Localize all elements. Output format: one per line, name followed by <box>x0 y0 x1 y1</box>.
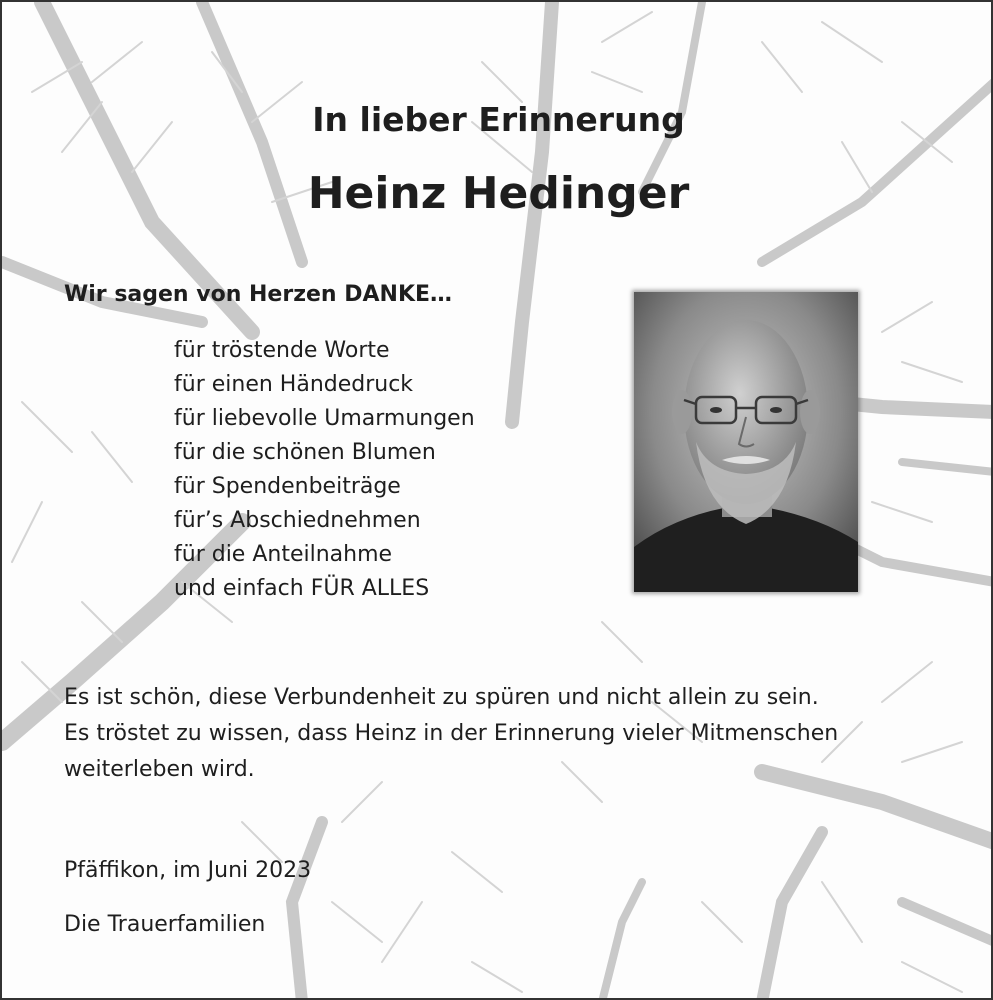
list-item: für Spendenbeiträge <box>174 474 401 499</box>
list-item: und einfach FÜR ALLES <box>174 576 430 601</box>
paragraph-line: Es ist schön, diese Verbundenheit zu spüren und nicht allein zu sein. <box>64 685 819 710</box>
list-item: für die Anteilnahme <box>174 542 393 567</box>
closing-paragraph <box>64 680 838 788</box>
paragraph-line: Es tröstet zu wissen, dass Heinz in der Erinnerung vieler Mitmenschen <box>64 721 839 746</box>
place-date: Pfäffikon, im Juni 2023 <box>64 858 312 883</box>
list-item: für liebevolle Umarmungen <box>174 406 475 431</box>
deceased-name: Heinz Hedinger <box>307 168 690 219</box>
portrait-photo <box>634 292 858 592</box>
list-item: für die schönen Blumen <box>174 440 436 465</box>
signature: Die Trauerfamilien <box>64 912 266 937</box>
list-item: für’s Abschiednehmen <box>174 508 421 533</box>
list-item: für tröstende Worte <box>174 338 390 363</box>
memorial-heading: In lieber Erinnerung <box>312 100 685 139</box>
thanks-intro: Wir sagen von Herzen DANKE… <box>64 282 453 307</box>
paragraph-line: weiterleben wird. <box>64 757 255 782</box>
list-item: für einen Händedruck <box>174 372 414 397</box>
thanks-list <box>174 334 475 606</box>
